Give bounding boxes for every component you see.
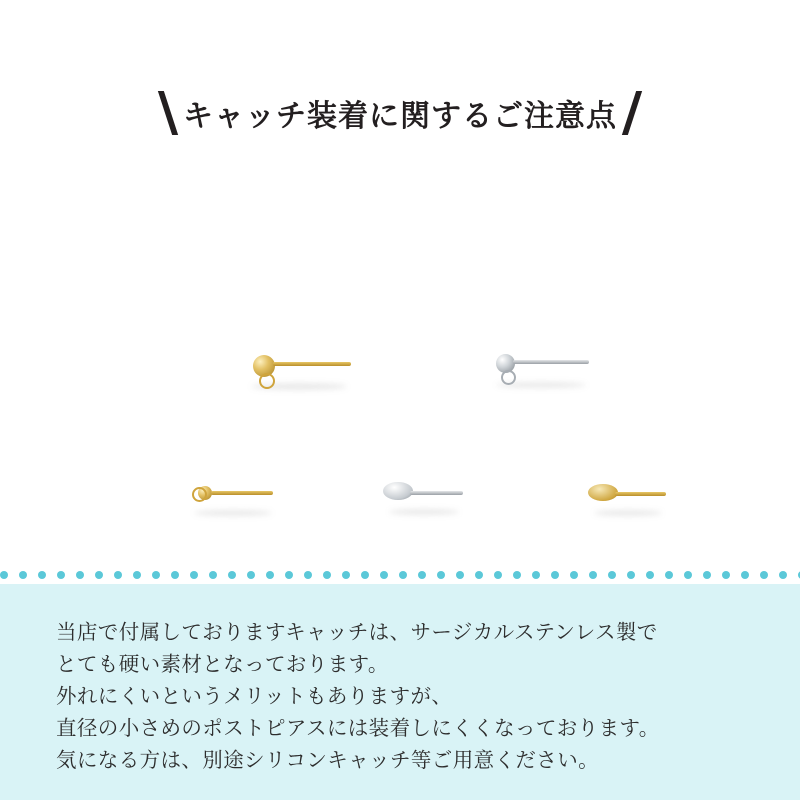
post-pin	[211, 491, 273, 495]
divider-dot	[456, 571, 464, 579]
divider-dot	[0, 571, 8, 579]
divider-dot	[437, 571, 445, 579]
post-pin	[273, 362, 351, 366]
note-line: 直径の小さめのポストピアスには装着しにくくなっております。	[56, 716, 660, 740]
divider-dot	[266, 571, 274, 579]
note-line: とても硬い素材となっております。	[56, 652, 389, 676]
divider-dot	[684, 571, 692, 579]
divider-dot	[532, 571, 540, 579]
divider-dot	[38, 571, 46, 579]
ball-post-with-loop-gold	[245, 345, 355, 395]
divider-dot	[152, 571, 160, 579]
divider-dot	[285, 571, 293, 579]
divider-dot	[608, 571, 616, 579]
note-line: 当店で付属しておりますキャッチは、サージカルステンレス製で	[56, 620, 658, 644]
divider-dot	[760, 571, 768, 579]
divider-dot	[323, 571, 331, 579]
divider-dot	[76, 571, 84, 579]
cup-setting	[383, 482, 413, 500]
divider-dot	[418, 571, 426, 579]
divider-dot	[171, 571, 179, 579]
divider-dot	[494, 571, 502, 579]
divider-dot	[627, 571, 635, 579]
divider-dot	[209, 571, 217, 579]
post-pin	[513, 360, 589, 364]
divider-dot	[570, 571, 578, 579]
page-title: キャッチ装着に関するご注意点	[183, 99, 617, 134]
divider-dot	[304, 571, 312, 579]
divider-dot	[665, 571, 673, 579]
divider-dot	[741, 571, 749, 579]
dotted-divider	[0, 568, 800, 582]
note-box	[0, 584, 800, 800]
note-line: 外れにくいというメリットもありますが、	[56, 684, 453, 708]
divider-dot	[133, 571, 141, 579]
cup-setting	[588, 484, 618, 501]
shadow	[594, 510, 662, 516]
divider-dot	[361, 571, 369, 579]
note-line: 気になる方は、別途シリコンキャッチ等ご用意ください。	[56, 748, 599, 772]
divider-dot	[589, 571, 597, 579]
heading-section	[0, 78, 800, 148]
post-pin	[615, 492, 666, 496]
loop-ring	[259, 373, 275, 389]
cup-post-silver	[383, 480, 465, 520]
divider-dot	[380, 571, 388, 579]
divider-dot	[703, 571, 711, 579]
divider-dot	[19, 571, 27, 579]
heading-wrap	[165, 91, 635, 135]
divider-dot	[646, 571, 654, 579]
divider-dot	[342, 571, 350, 579]
shadow	[389, 509, 459, 515]
divider-dot	[779, 571, 787, 579]
cup-post-gold	[588, 482, 668, 522]
ball-post-with-loop-silver	[490, 348, 595, 394]
divider-dot	[95, 571, 103, 579]
divider-dot	[475, 571, 483, 579]
loop-ring	[501, 370, 516, 385]
divider-dot	[247, 571, 255, 579]
divider-dot	[190, 571, 198, 579]
divider-dot	[399, 571, 407, 579]
post-pin	[410, 491, 463, 495]
left-slash-icon	[158, 91, 178, 135]
right-slash-icon	[622, 91, 642, 135]
divider-dot	[551, 571, 559, 579]
small-ball-post-with-loop-gold	[190, 480, 280, 520]
divider-dot	[57, 571, 65, 579]
product-photo	[0, 150, 800, 570]
divider-dot	[513, 571, 521, 579]
loop-ring	[192, 487, 207, 502]
shadow	[194, 510, 272, 516]
divider-dot	[114, 571, 122, 579]
divider-dot	[722, 571, 730, 579]
divider-dot	[228, 571, 236, 579]
